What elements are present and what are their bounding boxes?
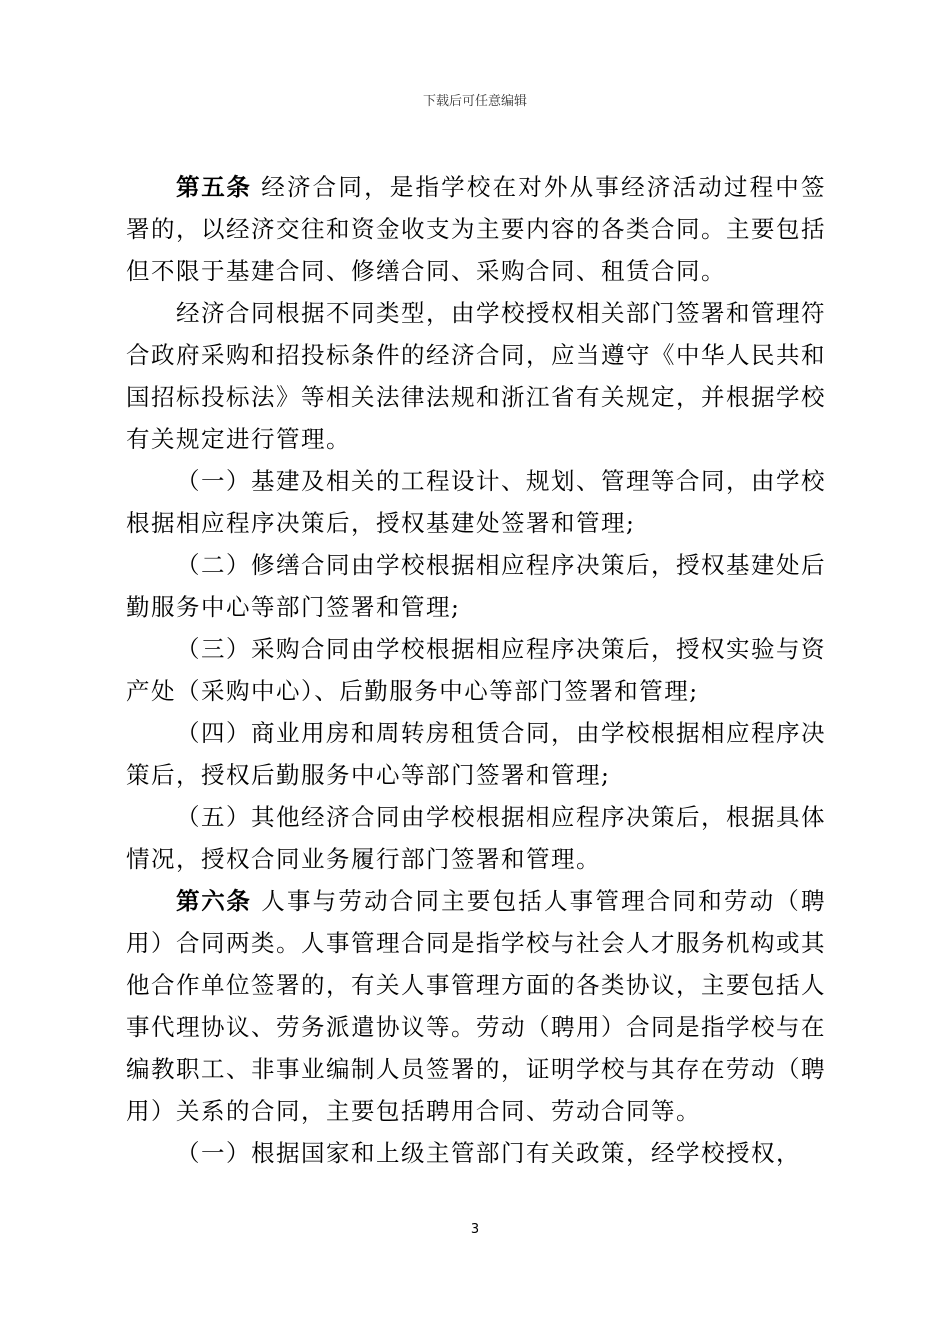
article-number: 第五条 — [176, 173, 252, 201]
list-item — [126, 628, 826, 712]
paragraph — [126, 292, 826, 460]
list-item — [126, 544, 826, 628]
document-body — [126, 166, 826, 1174]
article-number: 第六条 — [176, 887, 252, 915]
page-header-note: 下载后可任意编辑 — [422, 94, 527, 109]
paragraph-text: 人事与劳动合同主要包括人事管理合同和劳动（聘用）合同两类。人事管理合同是指学校与社会人才服务机构或其他合作单位签署的，有关人事管理方面的各类协议，主要包括人事代理协议、劳务派遣协议等。劳动（聘用）合同是指学校与在编教职工、非事业编制人员签署的，证明学校与其存在劳动（聘用）关系的合同，主要包括聘用合同、劳动合同等。 — [126, 887, 826, 1125]
paragraph-text: （二）修缮合同由学校根据相应程序决策后，授权基建处后勤服务中心等部门签署和管理; — [126, 551, 826, 621]
paragraph-text: （四）商业用房和周转房租赁合同，由学校根据相应程序决策后，授权后勤服务中心等部门签署和管理; — [126, 719, 826, 789]
paragraph-text: 经济合同根据不同类型，由学校授权相关部门签署和管理符合政府采购和招投标条件的经济合同，应当遵守《中华人民共和国招标投标法》等相关法律法规和浙江省有关规定，并根据学校有关规定进行管理。 — [126, 299, 826, 453]
list-item — [126, 1132, 826, 1174]
list-item — [126, 712, 826, 796]
paragraph-article-5 — [126, 166, 826, 292]
list-item — [126, 796, 826, 880]
paragraph-text: （一）基建及相关的工程设计、规划、管理等合同，由学校根据相应程序决策后，授权基建处签署和管理; — [126, 467, 826, 537]
paragraph-text: （一）根据国家和上级主管部门有关政策，经学校授权， — [176, 1139, 801, 1167]
list-item — [126, 460, 826, 544]
page-number: 3 — [470, 1222, 480, 1237]
paragraph-text: （五）其他经济合同由学校根据相应程序决策后，根据具体情况，授权合同业务履行部门签署和管理。 — [126, 803, 826, 873]
paragraph-text: 经济合同，是指学校在对外从事经济活动过程中签署的，以经济交往和资金收支为主要内容的各类合同。主要包括但不限于基建合同、修缮合同、采购合同、租赁合同。 — [126, 173, 826, 285]
paragraph-article-6 — [126, 880, 826, 1132]
paragraph-text: （三）采购合同由学校根据相应程序决策后，授权实验与资产处（采购中心）、后勤服务中心等部门签署和管理; — [126, 635, 826, 705]
